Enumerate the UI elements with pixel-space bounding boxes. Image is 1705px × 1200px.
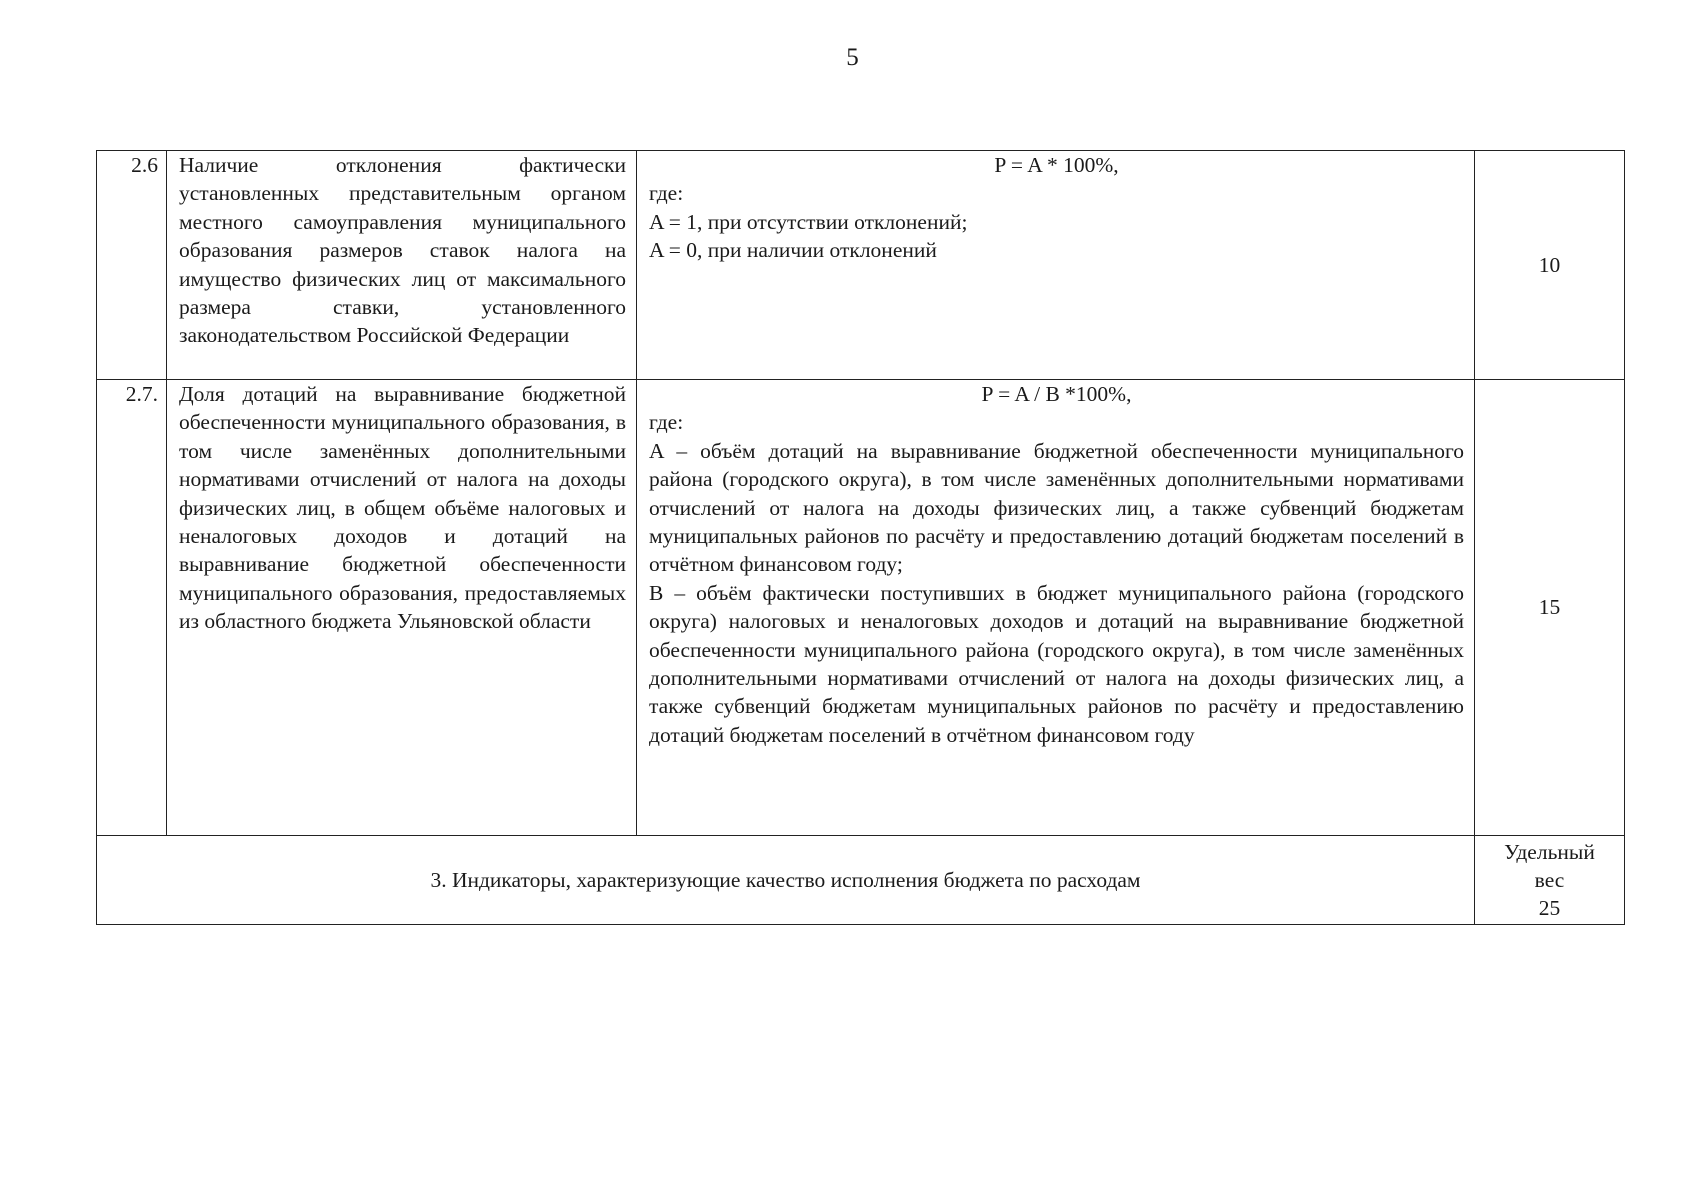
formula-definition: A = 1, при отсутствии отклонений; <box>649 209 968 234</box>
formula-where: где: <box>649 181 684 206</box>
formula-equation: P = A * 100%, <box>994 153 1119 177</box>
indicator-formula-cell <box>637 151 1475 380</box>
section-title: 3. Индикаторы, характеризующие качество исполнения бюджета по расходам <box>97 836 1475 925</box>
row-number: 2.7. <box>97 380 167 836</box>
page-number: 5 <box>846 44 859 71</box>
formula-equation: P = A / B *100%, <box>981 382 1132 406</box>
formula-where: где: <box>649 410 684 435</box>
indicator-weight: 10 <box>1475 151 1625 380</box>
row-number: 2.6 <box>97 151 167 380</box>
indicators-table <box>96 150 1625 925</box>
section-weight-cell <box>1475 836 1625 925</box>
indicator-name: Наличие отклонения фактически установленных представительным органом местного самоуправления муниципального образования размеров ставок налога на имущество физических лиц от максимального размера ставки, установленного законодательством Российской Федерации <box>167 151 637 380</box>
indicator-weight: 15 <box>1475 380 1625 836</box>
formula-definition: B – объём фактически поступивших в бюджет муниципального района (городского округа) налоговых и неналоговых доходов и дотаций на выравнивание бюджетной обеспеченности муниципального района (городского округа), в том числе заменённых дополнительными нормативами отчислений от налога на доходы физических лиц, а также субвенций бюджетам муниципальных районов по расчёту и предоставлению дотаций бюджетам поселений в отчётном финансовом году <box>649 580 1464 747</box>
formula-definition: A – объём дотаций на выравнивание бюджетной обеспеченности муниципального района (городского округа), в том числе заменённых дополнительными нормативами отчислений от налога на доходы физических лиц, а также субвенций бюджетам муниципальных районов по расчёту и предоставлению дотаций бюджетам поселений в отчётном финансовом году; <box>649 438 1464 577</box>
weight-label-line2: вес <box>1534 868 1565 892</box>
formula-definition: A = 0, при наличии отклонений <box>649 238 937 263</box>
indicator-name: Доля дотаций на выравнивание бюджетной обеспеченности муниципального образования, в том числе заменённых дополнительными нормативами отчислений от налога на доходы физических лиц, в общем объёме налоговых и неналоговых доходов и дотаций на выравнивание бюджетной обеспеченности муниципального образования, предоставляемых из областного бюджета Ульяновской области <box>167 380 637 836</box>
section-weight-value: 25 <box>1538 896 1561 920</box>
table-row-2-7 <box>97 380 1625 836</box>
section-header-row <box>97 836 1625 925</box>
indicator-formula-cell <box>637 380 1475 836</box>
weight-label-line1: Удельный <box>1504 840 1595 864</box>
table-row-2-6 <box>97 151 1625 380</box>
